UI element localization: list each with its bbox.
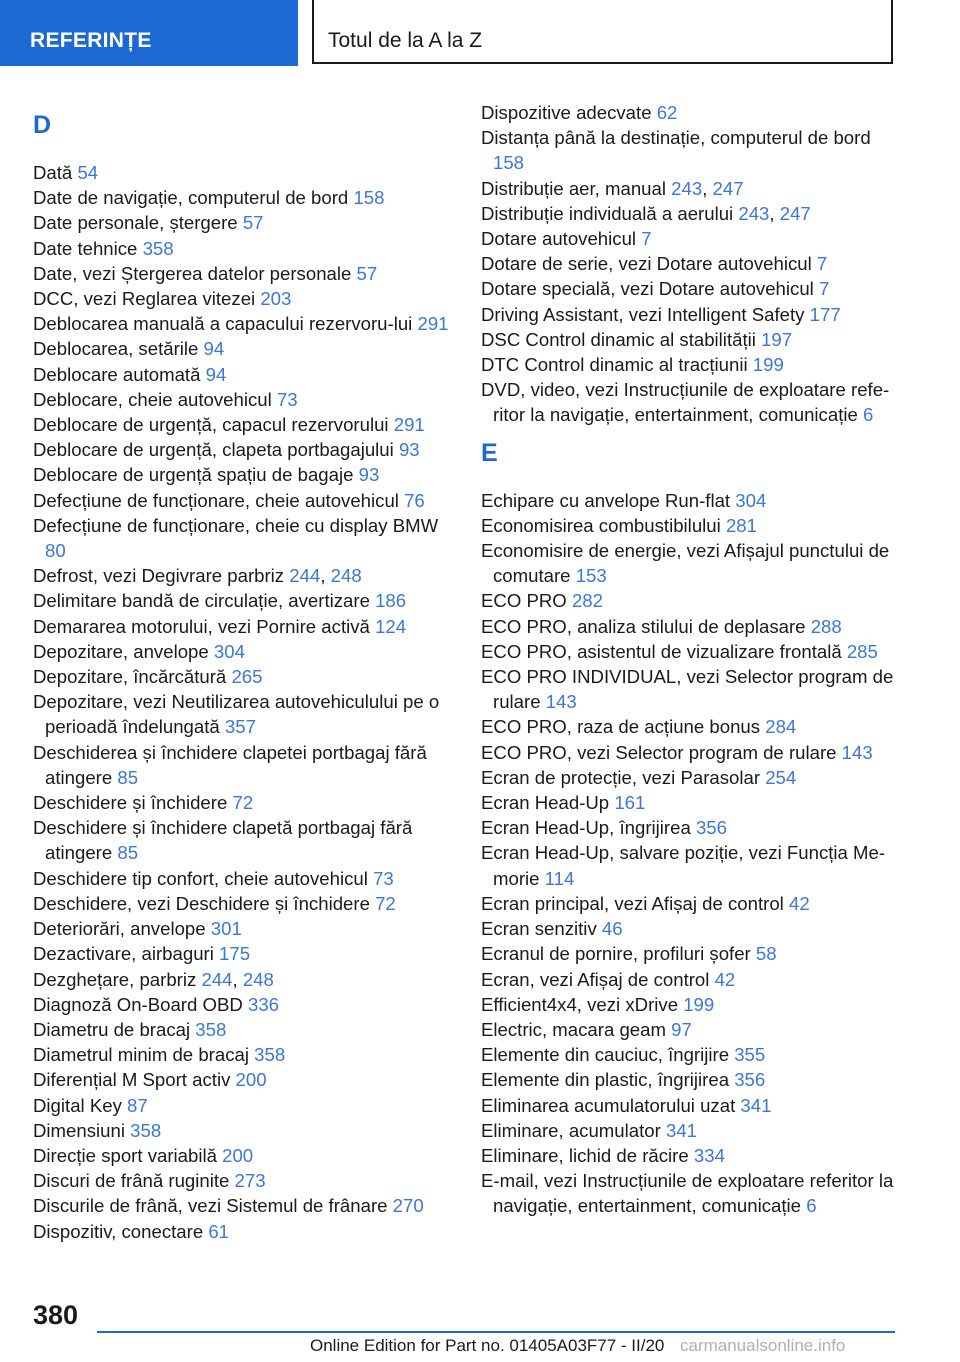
page-reference-link[interactable]: 143 [545,691,577,713]
index-entry [33,967,463,992]
index-entry-term: Dispozitive adecvate [481,102,652,123]
index-entry-term: ECO PRO [481,590,567,612]
page-reference-link[interactable]: 57 [356,262,378,284]
index-entry-term: Electric, macara geam [481,1018,666,1040]
index-entry-term: Ecran Head-Up, îngrijirea [481,817,691,839]
index-entry [33,891,463,916]
index-entry [481,765,901,790]
index-entry [33,236,463,261]
index-entry-term: Diagnoză On-Board OBD [33,993,243,1015]
topic-box [312,0,893,64]
page-reference-link[interactable]: 244 [289,565,321,587]
index-letter-heading: D [33,111,52,139]
index-entry-term: Discuri de frână ruginite [33,1170,230,1192]
index-entry [33,790,463,815]
page-reference-link[interactable]: 248 [330,565,362,587]
index-entry [481,538,901,588]
page-reference-link[interactable]: 80 [45,540,66,562]
page-reference-link[interactable]: 285 [846,640,878,662]
page-reference-link[interactable]: 7 [816,253,828,275]
page-reference-link[interactable]: 97 [671,1018,692,1040]
page-reference-link[interactable]: 199 [683,993,715,1015]
page-separator: , [232,968,243,990]
index-entry [33,1118,463,1143]
index-entry-term: ECO PRO, raza de acțiune bonus [481,716,761,738]
page-reference-link[interactable]: 355 [734,1044,766,1066]
page-reference-link[interactable]: 93 [398,439,420,461]
index-entry-term: Digital Key [33,1094,122,1116]
page-reference-link[interactable]: 7 [641,228,652,250]
edition-note: Online Edition for Part no. 01405A03F77 - II/20 [310,1336,665,1355]
index-entry-term: Deschidere și închidere clapetă portbagaj fără atingere [33,817,413,864]
page-reference-link[interactable]: 358 [254,1044,286,1066]
page-reference-link[interactable]: 247 [712,177,744,199]
index-entry [481,639,901,664]
index-entry-term: Economisire de energie, vezi Afișajul punctului de comutare [481,540,890,587]
page-reference-link[interactable]: 85 [117,842,139,864]
index-entry [481,352,901,377]
index-entry-term: Dotare autovehicul [481,228,637,250]
page-reference-link[interactable]: 304 [213,640,245,662]
page-reference-link[interactable]: 358 [142,237,174,259]
index-entry-term: Eliminare, lichid de răcire [481,1144,689,1166]
page-reference-link[interactable]: 143 [841,741,873,763]
index-entry [481,201,901,226]
index-entry [481,891,901,916]
page-reference-link[interactable]: 358 [195,1018,227,1040]
topic-title: Totul de la A la Z [328,29,483,52]
page-reference-link[interactable]: 197 [761,328,793,350]
index-entry [33,1067,463,1092]
page-separator: , [320,565,331,587]
watermark-text: carmanualsonline.info [680,1336,846,1355]
index-entry-term: Depozitare, vezi Neutilizarea autovehiculului pe o perioadă îndelungată [33,691,440,738]
page-reference-link[interactable]: 203 [260,288,292,310]
page-reference-link[interactable]: 200 [222,1144,254,1166]
index-entry-term: ECO PRO INDIVIDUAL, vezi Selector program de rulare [481,666,894,713]
index-entry-term: Dimensiuni [33,1119,125,1141]
index-entry [481,1093,901,1118]
index-entry-term: Elemente din cauciuc, îngrijire [481,1044,730,1066]
index-entry [33,614,463,639]
index-entry-term: Deblocarea, setările [33,338,199,360]
index-entry-term: Distribuție aer, manual [481,177,666,199]
page-reference-link[interactable]: 6 [806,1195,817,1217]
index-entry-term: Depozitare, anvelope [33,640,209,662]
index-entry [33,992,463,1017]
index-entry-term: Efficient4x4, vezi xDrive [481,993,679,1015]
index-entry-term: Ecran senzitiv [481,918,597,940]
page-reference-link[interactable]: 356 [734,1069,766,1091]
index-entry-term: Dotare de serie, vezi Dotare autovehicul [481,253,812,275]
page-reference-link[interactable]: 243 [671,177,703,199]
page-reference-link[interactable]: 291 [393,414,425,436]
index-entry-term: Ecran, vezi Afișaj de control [481,968,710,990]
index-entry-term: ECO PRO, asistentul de vizualizare frontală [481,640,842,662]
index-entry [33,286,463,311]
index-entry [33,311,463,336]
page-reference-link[interactable]: 248 [242,968,274,990]
index-entry [33,362,463,387]
index-entry [33,210,463,235]
page-reference-link[interactable]: 334 [693,1144,725,1166]
index-entry-term: Ecranul de pornire, profiluri șofer [481,943,751,965]
index-entry [481,100,901,125]
index-entry-term: Defecțiune de funcționare, cheie cu display BMW [33,514,439,536]
page-reference-link[interactable]: 94 [203,338,225,360]
index-entry-term: Diametrul minim de bracaj [33,1044,249,1066]
index-entry-term: Dispozitiv, conectare [33,1220,204,1242]
index-entry-term: Distanța până la destinație, computerul de bord [481,127,871,149]
footer-divider [97,1331,895,1333]
index-entry-term: Demararea motorului, vezi Pornire activă [33,615,370,637]
index-entry [33,513,463,563]
index-entry [481,488,901,513]
index-entry [481,1118,901,1143]
page-reference-link[interactable]: 304 [735,489,767,511]
index-entry-term: Date de navigație, computerul de bord [33,187,349,209]
page-reference-link[interactable]: 93 [358,464,380,486]
index-entry [481,1067,901,1092]
page-reference-link[interactable]: 282 [571,590,603,612]
index-entry-term: Dezghețare, parbriz [33,968,197,990]
index-entry-term: Elemente din plastic, îngrijirea [481,1069,730,1091]
page-reference-link[interactable]: 61 [208,1220,230,1242]
page-reference-link[interactable]: 85 [117,766,139,788]
index-entry-term: Dezactivare, airbaguri [33,943,214,965]
index-entry [481,302,901,327]
index-entry [33,1168,463,1193]
index-entry-term: Ecran principal, vezi Afișaj de control [481,892,784,914]
index-entry [481,226,901,251]
index-entry [33,664,463,689]
index-entry-term: Deblocare de urgență, clapeta portbagajului [33,439,394,461]
index-entry-term: Discurile de frână, vezi Sistemul de frânare [33,1195,388,1217]
index-entry [33,916,463,941]
index-entry [33,1143,463,1168]
index-entry-term: Date personale, ștergere [33,212,238,234]
index-entry [481,840,901,890]
index-entry [481,1168,901,1218]
index-entry [33,387,463,412]
index-entry-term: Date tehnice [33,237,138,259]
index-entry-term: DCC, vezi Reglarea vitezei [33,288,256,310]
section-title: REFERINȚE [30,29,152,52]
index-entry-term: Ecran Head-Up [481,792,610,814]
page-reference-link[interactable]: 301 [210,918,242,940]
index-entry-term: Economisirea combustibilului [481,514,721,536]
index-entry [33,1219,463,1244]
page-reference-link[interactable]: 291 [417,313,449,335]
index-entry [33,689,463,739]
index-entry [481,614,901,639]
index-entry [481,1017,901,1042]
page-reference-link[interactable]: 42 [714,968,736,990]
page-reference-link[interactable]: 281 [725,514,757,536]
index-entry-term: Driving Assistant, vezi Intelligent Safety [481,303,805,325]
page-reference-link[interactable]: 186 [375,590,407,612]
index-entry [481,664,901,714]
page-reference-link[interactable]: 57 [242,212,264,234]
index-entry-term: Deteriorări, anvelope [33,918,206,940]
page-separator: , [702,177,713,199]
page-reference-link[interactable]: 247 [779,202,811,224]
index-entry [33,261,463,286]
index-entry-term: Ecran de protecție, vezi Parasolar [481,766,761,788]
page-reference-link[interactable]: 42 [788,892,810,914]
index-entry-term: Direcție sport variabilă [33,1144,217,1166]
index-entry-term: Delimitare bandă de circulație, avertizare [33,590,370,612]
page-reference-link[interactable]: 153 [575,565,607,587]
index-entry [481,941,901,966]
index-entry [481,176,901,201]
index-entry-term: DVD, video, vezi Instrucțiunile de exploatare refe-ritor la navigație, entertainment, comunicație [481,379,890,426]
index-entry-term: Deschidere și închidere [33,792,228,814]
page-reference-link[interactable]: 46 [601,918,623,940]
index-entry [481,251,901,276]
page-reference-link[interactable]: 270 [392,1195,424,1217]
index-entry [481,1042,901,1067]
index-entry [481,916,901,941]
index-entry [33,437,463,462]
index-entry-term: ECO PRO, vezi Selector program de rulare [481,741,837,763]
page-reference-link[interactable]: 175 [219,943,251,965]
index-entry [33,336,463,361]
page-number: 380 [33,1300,79,1330]
index-entry-term: Dată [33,162,73,183]
index-entry [481,992,901,1017]
page-reference-link[interactable]: 341 [665,1119,698,1141]
index-entry-term: ECO PRO, analiza stilului de deplasare [481,615,806,637]
page-reference-link[interactable]: 6 [863,404,874,426]
index-entry-term: Deblocare de urgență, capacul rezervorului [33,414,389,436]
index-letter-heading: E [481,438,498,467]
page-header [0,0,960,66]
page-reference-link[interactable]: 244 [201,968,233,990]
index-entry [481,513,901,538]
index-entry [481,815,901,840]
index-entry-term: Date, vezi Ștergerea datelor personale [33,262,352,284]
index-entry-term: Deblocarea manuală a capacului rezervoru-lui [33,313,413,335]
index-entry-term: Deschiderea și închidere clapetei portbagaj fără atingere [33,741,427,788]
index-entry-term: DTC Control dinamic al tracțiunii [481,354,748,376]
page-reference-link[interactable]: 87 [127,1094,148,1116]
index-entry [33,941,463,966]
page-reference-link[interactable]: 273 [234,1170,266,1192]
index-entry [481,125,901,175]
index-entry [481,588,901,613]
index-entry-term: Depozitare, încărcătură [33,666,227,688]
index-entry [481,714,901,739]
page-reference-link[interactable]: 158 [353,187,385,209]
index-entry [481,377,901,427]
page-reference-link[interactable]: 114 [544,867,575,889]
page-reference-link[interactable]: 357 [224,716,256,738]
index-entry-term: Dotare specială, vezi Dotare autovehicul [481,278,814,300]
page-reference-link[interactable]: 58 [755,943,777,965]
index-entry-term: Distribuție individuală a aerului [481,202,734,224]
index-entry-term: Deschidere tip confort, cheie autovehicul [33,867,368,889]
index-entry-term: DSC Control dinamic al stabilității [481,328,756,350]
index-entry-term: Diametru de bracaj [33,1018,191,1040]
page-reference-link[interactable]: 161 [614,792,646,814]
index-entry [33,488,463,513]
index-entry-term: Ecran Head-Up, salvare poziție, vezi Funcția Me-morie [481,842,886,889]
index-entry [33,1042,463,1067]
index-column-right [481,100,901,1219]
index-entry [33,563,463,588]
index-entry-term: Defrost, vezi Degivrare parbriz [33,565,285,587]
index-entry [33,1017,463,1042]
index-entry-term: E-mail, vezi Instrucțiunile de exploatare referitor la navigație, entertainment, comunicație [481,1170,894,1217]
index-entry [33,815,463,865]
page-reference-link[interactable]: 73 [373,867,394,889]
index-entry [33,412,463,437]
index-entry [33,866,463,891]
index-entry-term: Eliminare, acumulator [481,1119,661,1141]
index-entry [481,740,901,765]
index-entry [33,639,463,664]
index-entry [33,462,463,487]
index-entry [33,160,463,185]
page-reference-link[interactable]: 72 [232,792,254,814]
page-reference-link[interactable]: 200 [235,1069,267,1091]
page-reference-link[interactable]: 177 [809,303,841,325]
index-entry [33,588,463,613]
page-reference-link[interactable]: 341 [740,1094,772,1116]
index-entry [33,740,463,790]
page-reference-link[interactable]: 7 [818,278,830,300]
page-reference-link[interactable]: 358 [130,1119,162,1141]
index-entry [481,967,901,992]
page-reference-link[interactable]: 284 [765,716,797,738]
page-reference-link[interactable]: 158 [493,152,525,174]
page-reference-link[interactable]: 288 [810,615,842,637]
page-reference-link[interactable]: 54 [77,162,99,183]
index-entry [33,185,463,210]
section-tab [0,0,298,66]
index-entry-term: Deblocare, cheie autovehicul [33,388,272,410]
page-reference-link[interactable]: 336 [247,993,280,1015]
page-reference-link[interactable]: 72 [375,892,396,914]
page-separator: , [769,202,780,224]
page-reference-link[interactable]: 124 [375,615,407,637]
index-entry-term: Echipare cu anvelope Run-flat [481,489,731,511]
page-reference-link[interactable]: 243 [738,202,770,224]
index-entry-term: Deschidere, vezi Deschidere și închidere [33,892,370,914]
page-reference-link[interactable]: 73 [276,388,298,410]
page-reference-link[interactable]: 254 [765,766,797,788]
index-entry-term: Deblocare de urgență spațiu de bagaje [33,464,354,486]
index-entry [481,327,901,352]
index-entry [481,276,901,301]
index-entry [481,1143,901,1168]
index-entry [33,1193,463,1218]
page-reference-link[interactable]: 199 [752,354,784,376]
page-reference-link[interactable]: 62 [656,102,678,123]
page-reference-link[interactable]: 76 [404,489,425,511]
index-entry-term: Defecțiune de funcționare, cheie autovehicul [33,489,399,511]
page-reference-link[interactable]: 265 [231,666,263,688]
index-entry-term: Eliminarea acumulatorului uzat [481,1094,736,1116]
index-entry [33,1093,463,1118]
index-column-left [33,100,463,1244]
page-reference-link[interactable]: 356 [695,817,727,839]
index-entry-term: Deblocare automată [33,363,201,385]
index-entry [481,790,901,815]
page-reference-link[interactable]: 94 [205,363,227,385]
index-entry-term: Diferențial M Sport activ [33,1069,231,1091]
